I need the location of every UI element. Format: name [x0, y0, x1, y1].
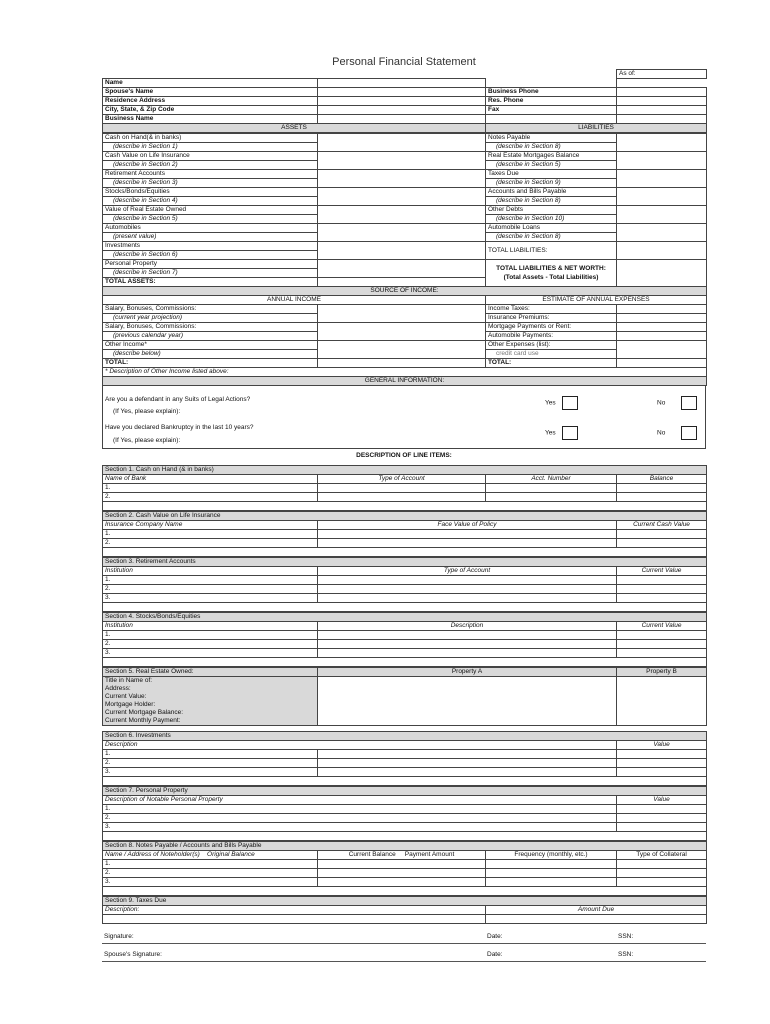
date-label: Date:	[487, 933, 503, 940]
question-bankruptcy: Have you declared Bankruptcy in the last 10 years?	[105, 424, 254, 431]
liability-value[interactable]	[617, 170, 707, 188]
column-header: Acct. Number	[486, 475, 617, 484]
property-a-value[interactable]	[318, 677, 617, 726]
section-2	[102, 511, 706, 557]
liability-note: (describe in Section 5)	[486, 161, 617, 170]
signature-line[interactable]	[102, 943, 706, 944]
income-total-label: TOTAL:	[103, 359, 318, 368]
other-income-note: * Description of Other Income listed above:	[103, 368, 707, 377]
income-label: Salary, Bonuses, Commissions:	[103, 305, 318, 314]
liability-value[interactable]	[617, 188, 707, 206]
liability-label: Accounts and Bills Payable	[486, 188, 617, 197]
column-header: Type of Collateral	[617, 851, 707, 860]
column-header: Current Balance Payment Amount	[318, 851, 486, 860]
asset-value[interactable]	[318, 224, 486, 242]
asset-label: Cash Value on Life Insurance	[103, 152, 318, 161]
asset-label: Value of Real Estate Owned	[103, 206, 318, 215]
property-field-label: Current Value:	[103, 693, 318, 701]
business-phone-label: Business Phone	[486, 88, 617, 97]
cell[interactable]	[318, 869, 486, 878]
yes-checkbox[interactable]	[562, 426, 578, 440]
section-title: Section 5. Real Estate Owned:	[103, 668, 318, 677]
cell[interactable]	[318, 484, 486, 493]
cell[interactable]	[103, 915, 486, 924]
liabilities-header: LIABILITIES	[486, 124, 707, 133]
expense-label: Automobile Payments:	[486, 332, 617, 341]
property-b-value[interactable]	[617, 677, 707, 726]
fax-label: Fax	[486, 106, 617, 115]
cell[interactable]	[318, 649, 617, 658]
asset-value[interactable]	[318, 242, 486, 260]
cell[interactable]	[617, 640, 707, 649]
general-info-box	[102, 386, 706, 449]
cell[interactable]	[617, 860, 707, 869]
liability-note: (describe in Section 10)	[486, 215, 617, 224]
asset-note: (describe in Section 7)	[103, 269, 318, 278]
column-header: Property A	[318, 668, 617, 677]
signature-label: Signature:	[104, 933, 134, 940]
income-label: Salary, Bonuses, Commissions:	[103, 323, 318, 332]
section-5	[102, 667, 706, 726]
asset-note: (describe in Section 3)	[103, 179, 318, 188]
cell[interactable]	[486, 869, 617, 878]
row-number[interactable]: 1.	[103, 631, 318, 640]
column-header: Description:	[103, 906, 486, 915]
expense-value[interactable]	[617, 323, 707, 332]
total-net-worth-label: TOTAL LIABILITIES & NET WORTH: (Total Assets - Total Liabilities)	[486, 260, 617, 287]
row-number[interactable]: 2.	[103, 640, 318, 649]
expenses-header: ESTIMATE OF ANNUAL EXPENSES	[486, 296, 707, 305]
expense-value[interactable]	[617, 341, 707, 359]
property-field-label: Title in Name of:	[103, 677, 318, 686]
income-total-value[interactable]	[318, 359, 486, 368]
section-title: Section 3. Retirement Accounts	[103, 558, 707, 567]
asset-note: (describe in Section 6)	[103, 251, 318, 260]
row-number[interactable]: 2.	[103, 869, 318, 878]
asset-value[interactable]	[318, 134, 486, 152]
asset-value[interactable]	[318, 170, 486, 188]
income-label: Other Income*	[103, 341, 318, 350]
expense-label: Insurance Premiums:	[486, 314, 617, 323]
cell[interactable]	[318, 631, 617, 640]
total-assets-value[interactable]	[318, 278, 486, 287]
liability-label: Other Debts	[486, 206, 617, 215]
total-net-worth-value[interactable]	[617, 260, 707, 287]
source-of-income-header: SOURCE OF INCOME:	[103, 287, 707, 296]
asset-value[interactable]	[318, 152, 486, 170]
income-value[interactable]	[318, 323, 486, 341]
cell[interactable]	[617, 539, 707, 548]
cell[interactable]	[318, 530, 617, 539]
asset-value[interactable]	[318, 206, 486, 224]
cell[interactable]	[617, 585, 707, 594]
total-assets-label: TOTAL ASSETS:	[103, 278, 318, 287]
expense-value[interactable]	[617, 305, 707, 314]
cell[interactable]	[318, 576, 617, 585]
spouse-name-label: Spouse's Name	[103, 88, 318, 97]
row-number[interactable]: 2.	[103, 539, 318, 548]
asset-label: Automobiles	[103, 224, 318, 233]
cell[interactable]	[318, 585, 617, 594]
liability-label: Notes Payable	[486, 134, 617, 143]
cell[interactable]	[617, 530, 707, 539]
expense-label: Income Taxes:	[486, 305, 617, 314]
column-header: Description	[318, 622, 617, 631]
liability-label: Real Estate Mortgages Balance	[486, 152, 617, 161]
row-number[interactable]: 2.	[103, 585, 318, 594]
income-value[interactable]	[318, 305, 486, 323]
residence-label: Residence Address	[103, 97, 318, 106]
income-note: (describe below)	[103, 350, 318, 359]
city-field[interactable]	[318, 106, 486, 115]
business-phone-field[interactable]	[617, 88, 707, 97]
cell[interactable]	[318, 493, 486, 502]
section-title: Section 9. Taxes Due	[103, 897, 707, 906]
property-field-label: Address:	[103, 685, 318, 693]
property-field-label: Mortgage Holder:	[103, 701, 318, 709]
row-number[interactable]: 1.	[103, 576, 318, 585]
asset-label: Investments	[103, 242, 318, 251]
column-header: Description	[103, 741, 617, 750]
cell[interactable]	[486, 878, 617, 887]
section-title: Section 4. Stocks/Bonds/Equities	[103, 613, 707, 622]
expense-value[interactable]	[617, 332, 707, 341]
section-title: Section 6. Investments	[103, 732, 707, 741]
asset-note: (describe in Section 2)	[103, 161, 318, 170]
column-header: Description of Notable Personal Property	[103, 796, 617, 805]
res-phone-label: Res. Phone	[486, 97, 617, 106]
asset-label: Cash on Hand(& in banks)	[103, 134, 318, 143]
liability-value[interactable]	[617, 206, 707, 224]
cell[interactable]	[486, 493, 617, 502]
cell[interactable]	[617, 484, 707, 493]
cell[interactable]	[617, 814, 707, 823]
section-6	[102, 731, 706, 786]
row-number[interactable]: 2.	[103, 814, 617, 823]
row-number[interactable]: 1.	[103, 860, 318, 869]
row-number[interactable]: 3.	[103, 649, 318, 658]
date-label: Date:	[487, 951, 503, 958]
assets-header: ASSETS	[103, 124, 486, 133]
page-title: Personal Financial Statement	[332, 56, 476, 68]
cell[interactable]	[486, 915, 707, 924]
asset-note: (describe in Section 5)	[103, 215, 318, 224]
cell[interactable]	[617, 878, 707, 887]
total-liabilities-label: TOTAL LIABILITIES:	[486, 242, 617, 260]
section-title: Section 2. Cash Value on Life Insurance	[103, 512, 707, 521]
name-label: Name	[103, 79, 318, 88]
description-title: DESCRIPTION OF LINE ITEMS:	[356, 452, 452, 459]
row-number[interactable]: 2.	[103, 493, 318, 502]
column-header: Institution	[103, 567, 318, 576]
total-liabilities-value[interactable]	[617, 242, 707, 260]
cell[interactable]	[617, 750, 707, 759]
ssn-label: SSN:	[618, 933, 634, 940]
cell[interactable]	[617, 805, 707, 814]
question-lawsuit-explain: (If Yes, please explain):	[113, 408, 181, 415]
column-header: Insurance Company Name	[103, 521, 318, 530]
column-header: Type of Account	[318, 475, 486, 484]
cell[interactable]	[617, 759, 707, 768]
spouse-signature-label: Spouse's Signature:	[104, 951, 162, 958]
asset-note: (describe in Section 1)	[103, 143, 318, 152]
asset-note: (present value)	[103, 233, 318, 242]
income-note: (previous calendar year)	[103, 332, 318, 341]
liability-label: Taxes Due	[486, 170, 617, 179]
business-name-label: Business Name	[103, 115, 318, 124]
row-number[interactable]: 3.	[103, 768, 318, 777]
no-checkbox[interactable]	[681, 426, 697, 440]
no-option-1[interactable]: No	[657, 396, 697, 410]
as-of-label: As of:	[617, 70, 707, 79]
asset-value[interactable]	[318, 260, 486, 278]
section-8	[102, 841, 706, 896]
liability-note: (describe in Section 8)	[486, 233, 617, 242]
cell[interactable]	[617, 576, 707, 585]
asset-note: (describe in Section 4)	[103, 197, 318, 206]
column-header: Institution	[103, 622, 318, 631]
fax-field[interactable]	[617, 106, 707, 115]
asset-label: Retirement Accounts	[103, 170, 318, 179]
column-header: Value	[617, 741, 707, 750]
column-header: Amount Due	[486, 906, 707, 915]
cell[interactable]	[617, 768, 707, 777]
section-9	[102, 896, 706, 924]
row-number[interactable]: 1.	[103, 805, 617, 814]
city-label: City, State, & Zip Code	[103, 106, 318, 115]
cell[interactable]	[318, 640, 617, 649]
column-header: Face Value of Policy	[318, 521, 617, 530]
liability-value[interactable]	[617, 152, 707, 170]
no-checkbox[interactable]	[681, 396, 697, 410]
annual-income-header: ANNUAL INCOME	[103, 296, 486, 305]
cell[interactable]	[617, 594, 707, 603]
business-name-field[interactable]	[318, 115, 486, 124]
liability-label: Automobile Loans	[486, 224, 617, 233]
question-lawsuit: Are you a defendant in any Suits of Legal Actions?	[105, 396, 251, 403]
cell[interactable]	[318, 878, 486, 887]
column-header: Value	[617, 796, 707, 805]
financial-form	[102, 69, 706, 386]
section-1	[102, 465, 706, 511]
column-header: Current Value	[617, 622, 707, 631]
section-title: Section 7. Personal Property	[103, 787, 707, 796]
cell[interactable]	[318, 750, 617, 759]
cell[interactable]	[617, 493, 707, 502]
asset-label: Personal Property	[103, 260, 318, 269]
expense-item: credit card use	[486, 350, 617, 359]
column-header: Type of Account	[318, 567, 617, 576]
liability-value[interactable]	[617, 224, 707, 242]
asset-value[interactable]	[318, 188, 486, 206]
column-header: Name of Bank	[103, 475, 318, 484]
row-number[interactable]: 1.	[103, 750, 318, 759]
asset-label: Stocks/Bonds/Equities	[103, 188, 318, 197]
question-bankruptcy-explain: (If Yes, please explain):	[113, 437, 181, 444]
name-field[interactable]	[318, 79, 486, 88]
expense-total-value[interactable]	[617, 359, 707, 368]
liability-value[interactable]	[617, 134, 707, 152]
cell[interactable]	[617, 823, 707, 832]
expense-label: Mortgage Payments or Rent:	[486, 323, 617, 332]
column-header: Property B	[617, 668, 707, 677]
yes-option-2[interactable]: Yes	[545, 426, 578, 440]
spouse-signature-line[interactable]	[102, 961, 706, 962]
section-title: Section 1. Cash on Hand (& in banks)	[103, 466, 707, 475]
liability-note: (describe in Section 9)	[486, 179, 617, 188]
column-header: Current Value	[617, 567, 707, 576]
assets-liabilities-table	[102, 133, 707, 386]
column-header: Balance	[617, 475, 707, 484]
property-field-label: Current Mortgage Balance:	[103, 709, 318, 717]
property-field-label: Current Monthly Payment:	[103, 717, 318, 726]
income-note: (current year projection)	[103, 314, 318, 323]
yes-checkbox[interactable]	[562, 396, 578, 410]
cell[interactable]	[617, 631, 707, 640]
liability-note: (describe in Section 8)	[486, 143, 617, 152]
section-title: Section 8. Notes Payable / Accounts and Bills Payable	[103, 842, 707, 851]
cell[interactable]	[318, 759, 617, 768]
liability-note: (describe in Section 8)	[486, 197, 617, 206]
row-number[interactable]: 3.	[103, 594, 318, 603]
no-option-2[interactable]: No	[657, 426, 697, 440]
row-number[interactable]: 3.	[103, 878, 318, 887]
column-header: Name / Address of Noteholder(s) Original Balance	[103, 851, 318, 860]
column-header: Current Cash Value	[617, 521, 707, 530]
cell[interactable]	[318, 539, 617, 548]
row-number[interactable]: 1.	[103, 530, 318, 539]
column-header: Frequency (monthly, etc.)	[486, 851, 617, 860]
section-4	[102, 612, 706, 667]
section-3	[102, 557, 706, 612]
cell[interactable]	[318, 594, 617, 603]
res-phone-field[interactable]	[617, 97, 707, 106]
cell[interactable]	[318, 860, 486, 869]
row-number[interactable]: 2.	[103, 759, 318, 768]
cell[interactable]	[617, 649, 707, 658]
cell[interactable]	[486, 484, 617, 493]
section-7	[102, 786, 706, 841]
cell[interactable]	[318, 768, 617, 777]
row-number[interactable]: 3.	[103, 823, 617, 832]
expense-total-label: TOTAL:	[486, 359, 617, 368]
spouse-name-field[interactable]	[318, 88, 486, 97]
residence-field[interactable]	[318, 97, 486, 106]
expense-label: Other Expenses (list):	[486, 341, 617, 350]
income-value[interactable]	[318, 341, 486, 359]
ssn-label: SSN:	[618, 951, 634, 958]
cell[interactable]	[486, 860, 617, 869]
expense-value[interactable]	[617, 314, 707, 323]
row-number[interactable]: 1.	[103, 484, 318, 493]
cell[interactable]	[617, 869, 707, 878]
yes-option-1[interactable]: Yes	[545, 396, 578, 410]
general-info-header: GENERAL INFORMATION:	[103, 377, 707, 386]
